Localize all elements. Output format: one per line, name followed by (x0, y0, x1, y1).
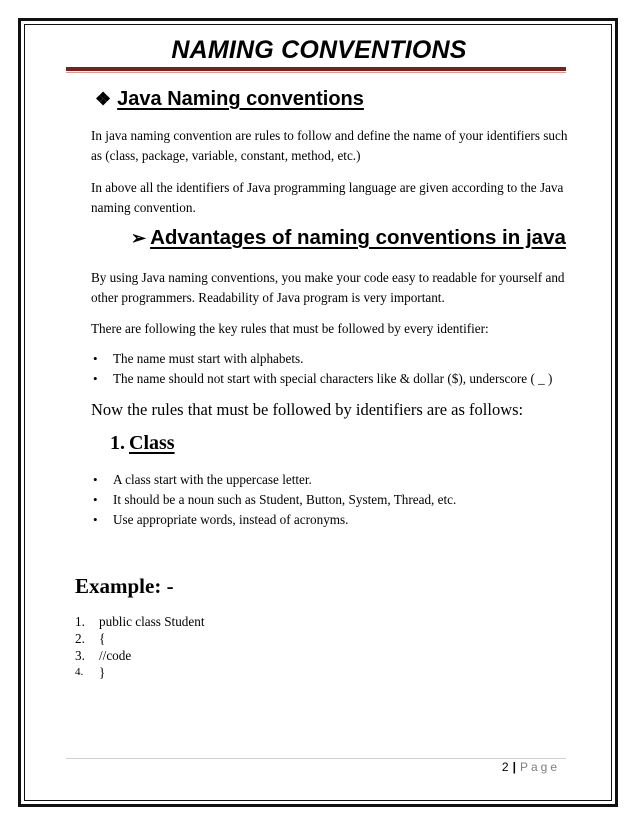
bullet-icon: • (93, 492, 98, 507)
code-example-list (75, 613, 205, 681)
diamond-bullet-icon: ❖ (95, 89, 112, 109)
list-item: • A class start with the uppercase letter. (91, 470, 456, 490)
section-heading-advantages (131, 226, 566, 250)
subheading-number: 1. (110, 432, 125, 454)
page-number: 2 (501, 760, 509, 774)
example-heading: Example: - (75, 574, 174, 598)
page-title: NAMING CONVENTIONS (171, 36, 467, 64)
identifier-rules-list (91, 349, 552, 389)
paragraph-readability: By using Java naming conventions, you make your code easy to readable for yourself and other programmers. Readability of Java program is very important. (91, 270, 565, 305)
section-heading-java-naming (95, 88, 364, 111)
list-item: • The name must start with alphabets. (91, 349, 552, 369)
code-line: 3. //code (75, 648, 132, 663)
section-heading-text: Advantages of naming conventions in java (150, 226, 566, 249)
footer-divider (66, 758, 566, 759)
code-line: 2. { (75, 631, 106, 646)
paragraph-definition: In java naming convention are rules to follow and define the name of your identifiers such as (class, package, variable, constant, method, etc.) (91, 128, 568, 163)
page-footer (0, 760, 560, 774)
list-item: • The name should not start with special characters like & dollar ($), underscore ( _ ) (91, 369, 552, 389)
rules-intro: Now the rules that must be followed by identifiers are as follows: (91, 400, 524, 419)
footer-separator: | (512, 760, 516, 774)
subheading-text: Class (129, 432, 175, 454)
title-underline (66, 67, 566, 71)
code-line: 4. } (75, 665, 106, 680)
bullet-icon: • (93, 351, 98, 366)
page-label: Page (519, 760, 560, 774)
bullet-icon: • (93, 472, 98, 487)
list-item: • It should be a noun such as Student, Button, System, Thread, etc. (91, 490, 456, 510)
subheading-class (110, 432, 175, 455)
paragraph-key-rules: There are following the key rules that must be followed by every identifier: (91, 321, 489, 336)
title-underline-shadow (66, 72, 566, 73)
code-line: 1. public class Student (75, 614, 205, 629)
section-heading-text: Java Naming conventions (117, 88, 364, 110)
list-item: • Use appropriate words, instead of acronyms. (91, 510, 456, 530)
arrow-bullet-icon: ➢ (131, 228, 147, 248)
bullet-icon: • (93, 371, 98, 386)
paragraph-identifiers: In above all the identifiers of Java programming language are given according to the Java naming convention. (91, 180, 564, 215)
bullet-icon: • (93, 512, 98, 527)
class-rules-list (91, 470, 456, 530)
